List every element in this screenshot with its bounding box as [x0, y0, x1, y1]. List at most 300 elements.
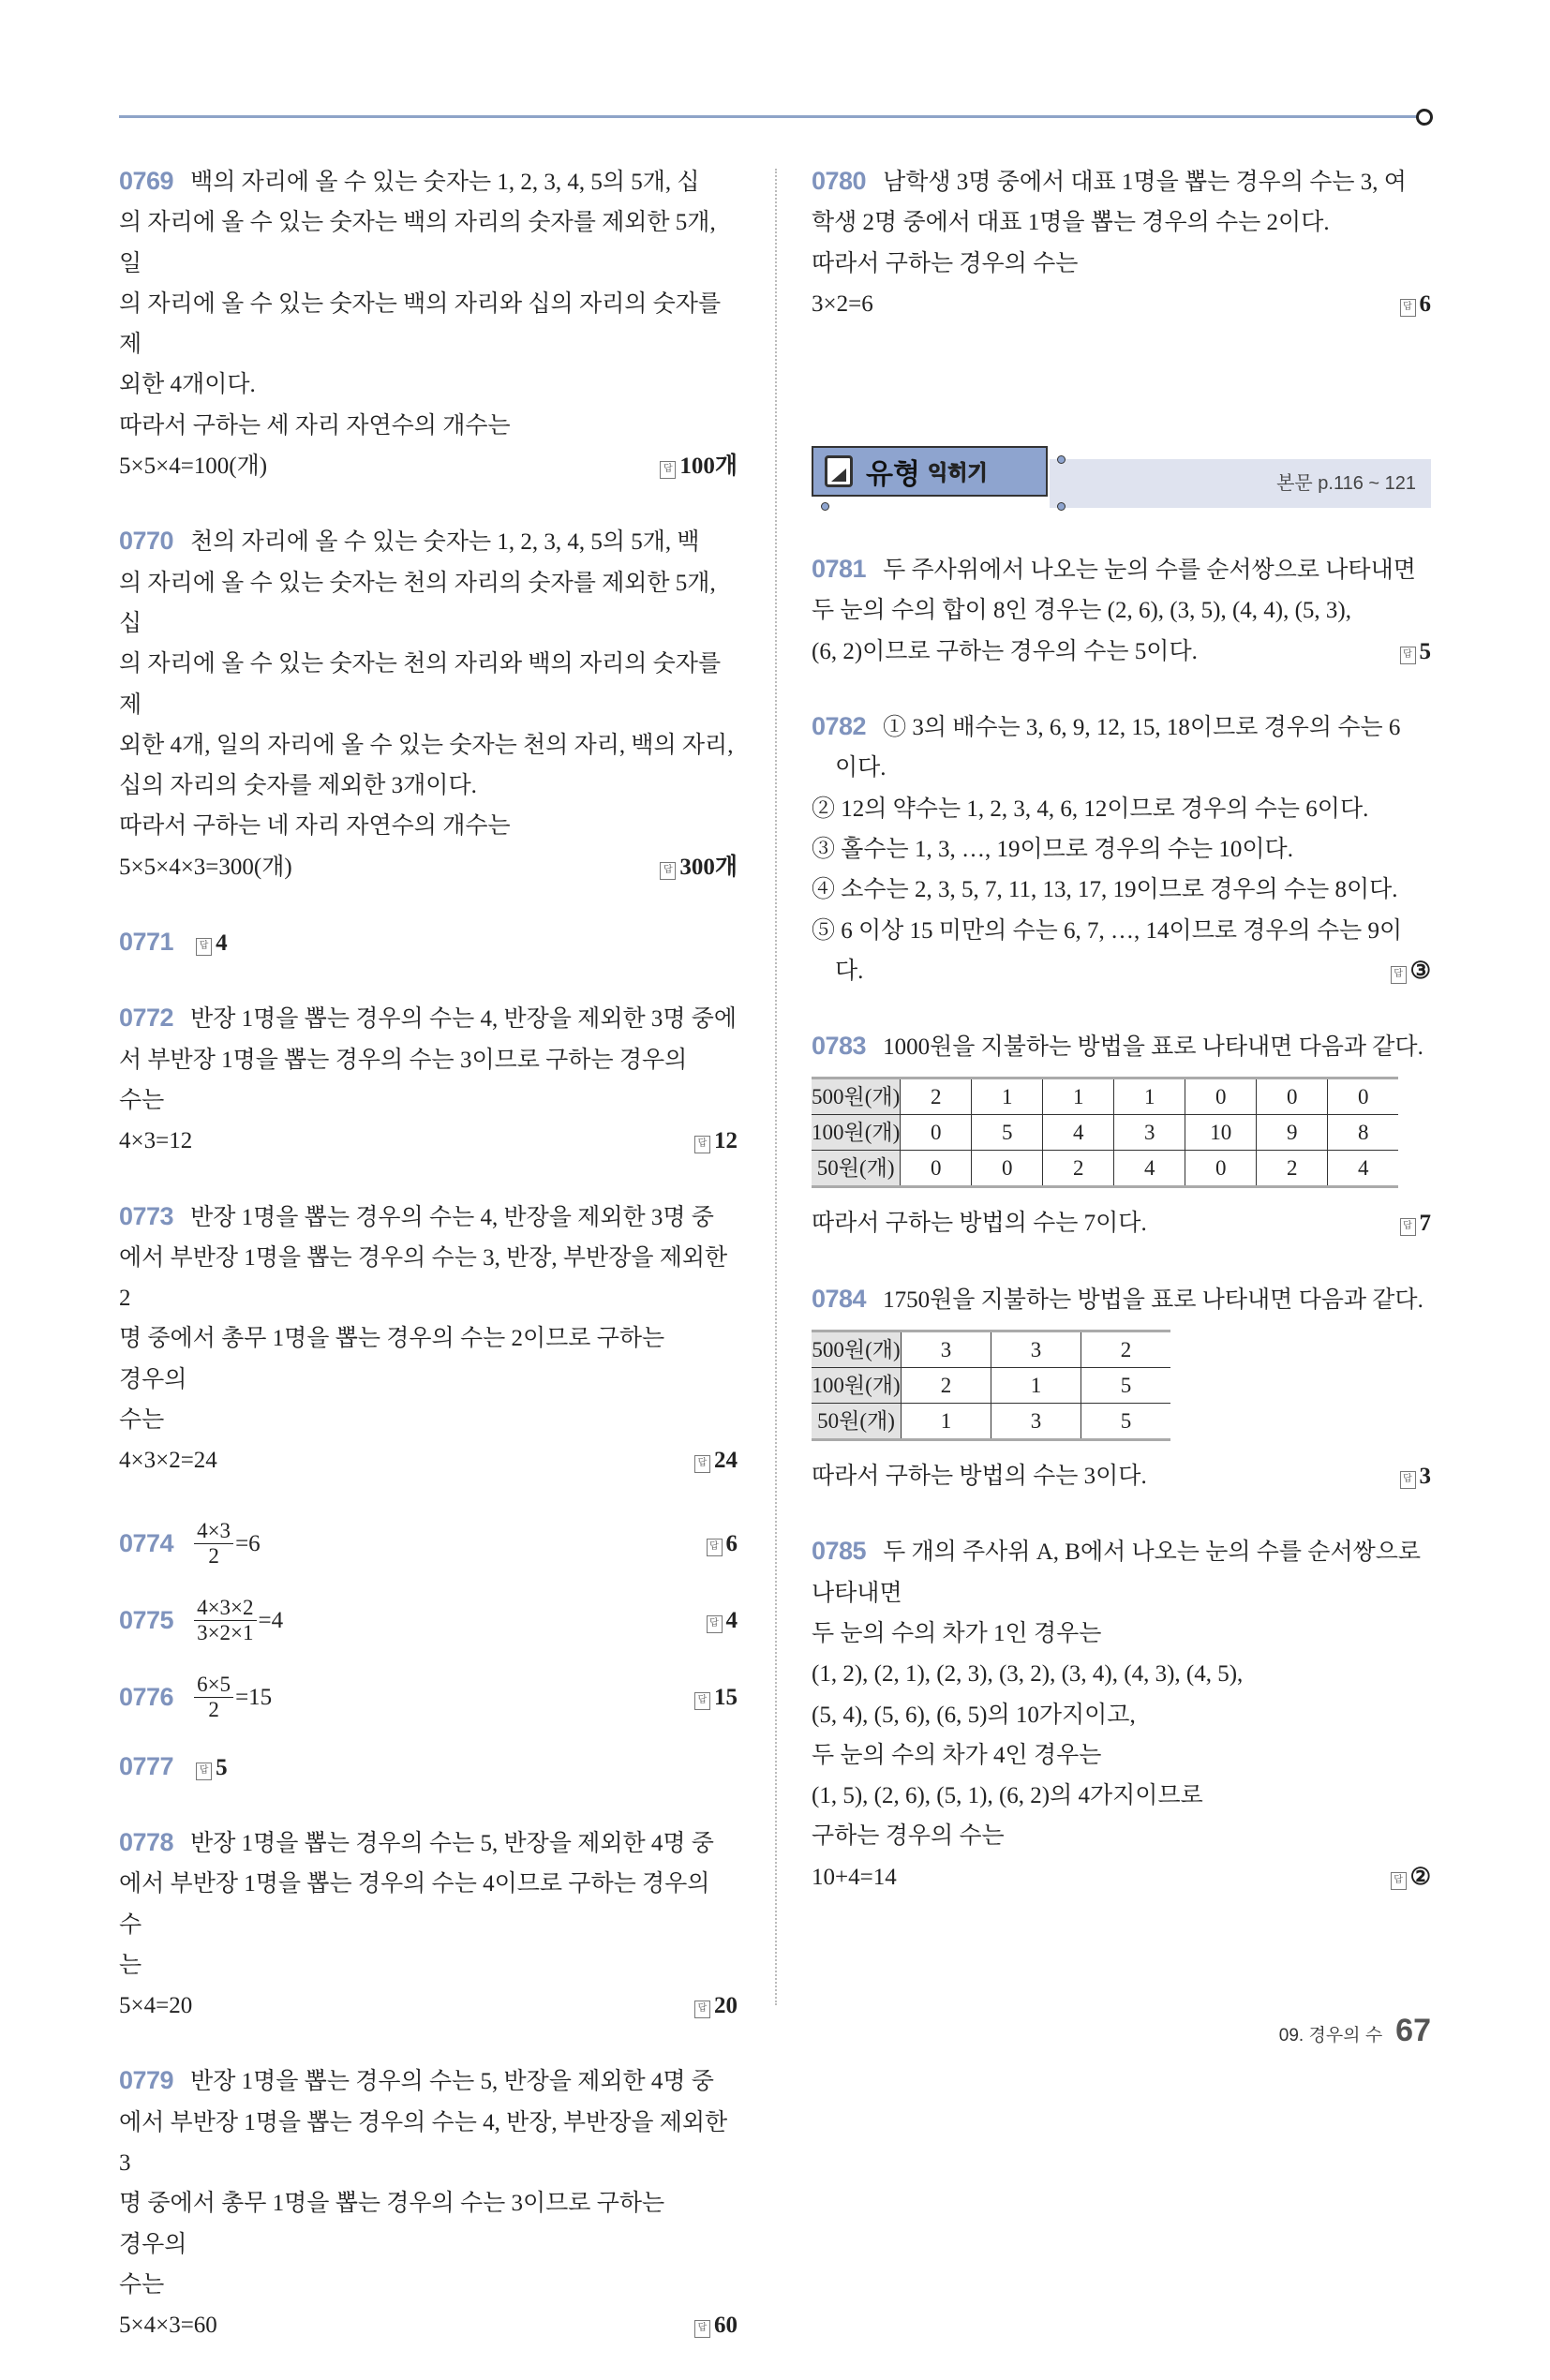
line-text: 학생 2명 중에서 대표 1명을 뽑는 경우의 수는 2이다.	[812, 210, 1330, 236]
solution-line	[119, 364, 738, 405]
line-body	[119, 2305, 217, 2345]
solution-line	[812, 161, 1431, 202]
answer-icon: 답	[694, 1455, 710, 1473]
line-body	[119, 1822, 714, 1864]
table-cell: 5	[972, 1115, 1043, 1151]
solution-line	[812, 1531, 1431, 1572]
line-body	[812, 590, 1351, 631]
table-row	[812, 1404, 1170, 1440]
problem-number: 0783	[812, 1032, 867, 1061]
table-cell: 1	[902, 1404, 991, 1440]
table-cell: 5	[1081, 1368, 1171, 1404]
row-header-cell: 500원(개)	[812, 1331, 902, 1368]
solution-line	[119, 202, 738, 284]
line-body	[812, 244, 1078, 284]
line-text: 따라서 구하는 방법의 수는 7이다.	[812, 1211, 1147, 1237]
line-body	[812, 1654, 1243, 1694]
table-cell: 2	[1257, 1151, 1328, 1187]
table-cell: 0	[1185, 1078, 1257, 1115]
answer-icon: 답	[1400, 299, 1416, 317]
row-header-cell: 100원(개)	[812, 1115, 901, 1151]
solution-line	[812, 1776, 1431, 1816]
line-body	[812, 1735, 1101, 1776]
solution-line	[119, 1864, 738, 1945]
answer-value: 6	[725, 1530, 738, 1556]
solution-line	[119, 922, 738, 963]
problem-number: 0772	[119, 1004, 174, 1033]
line-body	[119, 1238, 738, 1319]
line-body	[119, 1747, 228, 1788]
line-text: ① 3의 배수는 3, 6, 9, 12, 15, 18이므로 경우의 수는 6	[883, 715, 1401, 741]
answer	[196, 1755, 228, 1780]
row-header-cell: 100원(개)	[812, 1368, 902, 1404]
answer-icon: 답	[660, 862, 676, 880]
line-text: 반장 1명을 뽑는 경우의 수는 4, 반장을 제외한 3명 중	[190, 1204, 714, 1230]
solution-line	[119, 2103, 738, 2184]
answer-value: ③	[1409, 958, 1431, 984]
line-text: 5×4×3=60	[119, 2313, 217, 2339]
banner-title: 유형	[866, 458, 920, 492]
solution-line	[812, 202, 1431, 243]
table-cell: 0	[1185, 1151, 1257, 1187]
table-row	[812, 1151, 1398, 1187]
solution-line	[119, 998, 738, 1039]
line-body	[119, 2060, 714, 2102]
banner-subtitle: 익히기	[927, 461, 988, 485]
line-text: 따라서 구하는 세 자리 자연수의 개수는	[119, 412, 511, 439]
header-rule-dot	[1416, 109, 1433, 126]
line-text: 서 부반장 1명을 뽑는 경우의 수는 3이므로 구하는 경우의 수는	[119, 1047, 688, 1113]
line-text: 따라서 구하는 경우의 수는	[812, 250, 1079, 276]
line-body	[119, 284, 738, 365]
problem-number: 0780	[812, 167, 867, 195]
line-text: 3×2=6	[812, 290, 873, 317]
solution-line	[119, 1040, 738, 1122]
answer-icon: 답	[1391, 966, 1407, 984]
banner-background	[1050, 459, 1431, 508]
table-cell: 2	[1081, 1331, 1171, 1368]
solution-line	[812, 1816, 1431, 1856]
table-row	[812, 1368, 1170, 1404]
line-text: (1, 2), (2, 1), (2, 3), (3, 2), (3, 4), (4, 3), (4, 5),	[812, 1661, 1244, 1688]
problem-number: 0769	[119, 167, 174, 195]
solution-0783	[812, 1026, 1431, 1067]
problem-number: 0782	[812, 712, 867, 741]
fraction-denominator: 2	[208, 1544, 219, 1569]
solution-0781	[812, 549, 1431, 672]
table-cell: 2	[901, 1078, 972, 1115]
line-text: 남학생 3명 중에서 대표 1명을 뽑는 경우의 수는 3, 여	[883, 170, 1407, 195]
line-body	[812, 1816, 1005, 1856]
table-cell: 2	[1043, 1151, 1114, 1187]
table-cell: 2	[902, 1368, 991, 1404]
table-cell: 1	[1114, 1078, 1185, 1115]
fraction-denominator: 3×2×1	[197, 1621, 254, 1645]
table-cell: 1	[1043, 1078, 1114, 1115]
table-cell: 4	[1114, 1151, 1185, 1187]
solution-line	[119, 1822, 738, 1864]
answer	[1385, 632, 1432, 672]
solution-line	[119, 806, 738, 846]
table-cell: 0	[972, 1151, 1043, 1187]
answer-icon: 답	[196, 938, 212, 956]
solution-line	[119, 1318, 738, 1400]
fraction	[194, 1519, 233, 1569]
line-text: 두 눈의 수의 차가 4인 경우는	[812, 1742, 1102, 1768]
line-text: 수는	[119, 1407, 165, 1434]
fraction-numerator: 4×3	[194, 1519, 233, 1544]
solution-line	[119, 2305, 738, 2345]
answer-icon: 답	[1400, 1471, 1416, 1489]
solution-line	[812, 870, 1431, 910]
table-cell: 4	[1328, 1151, 1399, 1187]
solution-line	[119, 563, 738, 645]
solution-line	[812, 951, 1431, 991]
line-text: 반장 1명을 뽑는 경우의 수는 5, 반장을 제외한 4명 중	[190, 2069, 714, 2095]
line-body	[812, 1573, 902, 1614]
line-text: 두 개의 주사위 A, B에서 나오는 눈의 수를 순서쌍으로	[883, 1540, 1422, 1566]
answer	[1385, 1456, 1432, 1496]
section-banner	[812, 446, 1431, 513]
solution-line	[812, 1654, 1431, 1694]
line-body	[812, 1026, 1423, 1067]
line-text: 십의 자리의 숫자를 제외한 3개이다.	[119, 773, 477, 799]
solution-line	[119, 1593, 738, 1649]
solution-line	[812, 1735, 1431, 1776]
table-cell: 3	[991, 1404, 1081, 1440]
answer	[679, 1677, 738, 1718]
chapter-label: 09. 경우의 수	[1278, 2026, 1383, 2045]
line-body	[812, 789, 1368, 829]
line-text: 외한 4개이다.	[119, 372, 256, 398]
answer	[692, 1524, 738, 1564]
line-text: 명 중에서 총무 1명을 뽑는 경우의 수는 2이므로 구하는 경우의	[119, 1326, 665, 1392]
solution-line	[119, 766, 738, 806]
solution-0770	[119, 521, 738, 887]
solution-line	[119, 1238, 738, 1319]
answer-icon: 답	[694, 1136, 710, 1153]
line-text: 5×5×4=100(개)	[119, 454, 268, 480]
line-text: 4×3×2=24	[119, 1448, 217, 1474]
table-cell: 0	[1257, 1078, 1328, 1115]
problem-number: 0770	[119, 527, 174, 556]
solution-line	[119, 1670, 738, 1726]
solution-line	[812, 1279, 1431, 1320]
solution-line	[812, 1573, 1431, 1614]
problem-number: 0777	[119, 1751, 174, 1780]
table-row	[812, 1331, 1170, 1368]
problem-number: 0778	[119, 1827, 174, 1856]
solution-line	[812, 1614, 1431, 1654]
answer-value: 4	[216, 930, 228, 957]
line-body	[812, 202, 1330, 243]
line-body	[812, 1531, 1421, 1572]
payment-table-1750	[812, 1330, 1170, 1441]
answer	[692, 1600, 738, 1641]
row-header-cell: 50원(개)	[812, 1151, 901, 1187]
table-cell: 0	[1328, 1078, 1399, 1115]
line-body	[119, 847, 292, 887]
line-text: (6, 2)이므로 구하는 경우의 수는 5이다.	[812, 638, 1198, 664]
line-body	[119, 922, 228, 963]
answer-value: 4	[725, 1607, 738, 1633]
line-text: 따라서 구하는 방법의 수는 3이다.	[812, 1464, 1147, 1490]
table-row	[812, 1115, 1398, 1151]
solution-line	[812, 911, 1431, 951]
solution-0769	[119, 161, 738, 486]
line-text: 천의 자리에 올 수 있는 숫자는 1, 2, 3, 4, 5의 5개, 백	[190, 529, 700, 556]
answer-value: 24	[714, 1448, 738, 1474]
line-body	[119, 2103, 738, 2184]
line-body	[119, 1318, 738, 1400]
line-text: 의 자리에 올 수 있는 숫자는 백의 자리와 십의 자리의 숫자를 제	[119, 290, 722, 358]
answer-value: 20	[714, 1993, 738, 2019]
answer	[679, 2305, 738, 2345]
solution-0778	[119, 1822, 738, 2026]
answer-value: 7	[1419, 1211, 1431, 1237]
line-text: 1000원을 지불하는 방법을 표로 나타내면 다음과 같다.	[883, 1034, 1423, 1061]
line-body	[119, 161, 700, 202]
line-text: 에서 부반장 1명을 뽑는 경우의 수는 4이므로 구하는 경우의 수	[119, 1871, 710, 1938]
line-body	[812, 632, 1198, 672]
line-body	[812, 1614, 1101, 1654]
solution-0779	[119, 2060, 738, 2345]
solution-line	[119, 2183, 738, 2265]
line-text: 는	[119, 1952, 142, 1978]
line-body	[119, 521, 700, 562]
column-divider	[775, 169, 777, 2005]
line-text: ④ 소수는 2, 3, 5, 7, 11, 13, 17, 19이므로 경우의 수는 8이다.	[812, 877, 1398, 903]
table-cell: 0	[901, 1115, 972, 1151]
solution-0780	[812, 161, 1431, 324]
answer-value: 6	[1419, 290, 1431, 317]
fraction-numerator: 4×3×2	[194, 1596, 256, 1621]
line-text: 다.	[812, 958, 864, 984]
line-body	[119, 766, 477, 806]
problem-number: 0776	[119, 1682, 174, 1711]
solution-line	[119, 1197, 738, 1238]
line-body	[812, 951, 863, 991]
solution-line	[119, 644, 738, 725]
line-body	[812, 1456, 1147, 1496]
solution-line	[119, 1440, 738, 1480]
solution-line	[812, 1456, 1431, 1496]
answer	[679, 1986, 738, 2026]
table-cell: 5	[1081, 1404, 1171, 1440]
notebook-picture-icon	[825, 455, 853, 487]
line-text: (5, 4), (5, 6), (6, 5)의 10가지이고,	[812, 1702, 1136, 1728]
line-text: 에서 부반장 1명을 뽑는 경우의 수는 3, 반장, 부반장을 제외한 2	[119, 1244, 728, 1312]
table-cell: 9	[1257, 1115, 1328, 1151]
line-text: (1, 5), (2, 6), (5, 1), (6, 2)의 4가지이므로	[812, 1783, 1203, 1809]
answer-value: 100개	[679, 454, 738, 480]
problem-number: 0773	[119, 1201, 174, 1230]
line-body	[119, 1945, 142, 1986]
line-text: 의 자리에 올 수 있는 숫자는 천의 자리와 백의 자리의 숫자를 제	[119, 651, 722, 718]
problem-number: 0771	[119, 928, 174, 957]
line-body	[812, 1857, 897, 1897]
left-column	[119, 161, 738, 2380]
table-cell: 1	[972, 1078, 1043, 1115]
row-header-cell: 500원(개)	[812, 1078, 901, 1115]
answer-icon: 답	[1391, 1872, 1407, 1890]
solution-line	[119, 521, 738, 562]
line-body	[119, 725, 733, 766]
solution-line	[119, 1986, 738, 2026]
line-text: 5×5×4×3=300(개)	[119, 854, 292, 880]
solution-line	[812, 1026, 1431, 1067]
solution-line	[119, 446, 738, 486]
solution-continued-17	[812, 1456, 1431, 1496]
answer	[645, 446, 738, 486]
line-text: 백의 자리에 올 수 있는 숫자는 1, 2, 3, 4, 5의 5개, 십	[190, 170, 700, 195]
fraction-result: =15	[235, 1684, 273, 1710]
answer-value: 3	[1419, 1464, 1431, 1490]
line-body	[119, 1986, 192, 2026]
row-header-cell: 50원(개)	[812, 1404, 902, 1440]
line-text: 두 주사위에서 나오는 눈의 수를 순서쌍으로 나타내면	[883, 558, 1416, 584]
header-rule	[119, 115, 1423, 118]
solution-line	[812, 789, 1431, 829]
line-text: 구하는 경우의 수는	[812, 1823, 1005, 1850]
line-text: 이다.	[812, 755, 887, 781]
line-body	[119, 364, 256, 405]
line-text: 5×4=20	[119, 1993, 193, 2019]
line-text: 수는	[119, 2271, 165, 2298]
line-body	[119, 2183, 738, 2265]
solution-0775	[119, 1593, 738, 1649]
answer-icon: 답	[694, 1692, 710, 1710]
solution-line	[119, 284, 738, 365]
table-cell: 8	[1328, 1115, 1399, 1151]
table-cell: 10	[1185, 1115, 1257, 1151]
banner-dot	[821, 502, 829, 511]
payment-table-1000	[812, 1077, 1398, 1188]
line-body	[119, 1040, 738, 1122]
line-body	[119, 644, 738, 725]
fraction	[194, 1596, 256, 1645]
solution-line	[119, 2060, 738, 2102]
solution-0774	[119, 1516, 738, 1572]
line-text: 10+4=14	[812, 1864, 897, 1890]
answer-icon: 답	[660, 461, 676, 479]
line-body	[119, 806, 511, 846]
banner-dot	[1057, 502, 1066, 511]
line-body	[119, 1197, 714, 1238]
solution-line	[119, 1121, 738, 1161]
line-text: 에서 부반장 1명을 뽑는 경우의 수는 4, 반장, 부반장을 제외한 3	[119, 2109, 728, 2176]
page-footer	[1279, 2013, 1431, 2049]
solution-line	[812, 748, 1431, 788]
solution-line	[812, 632, 1431, 672]
table-row	[812, 1078, 1398, 1115]
line-body	[119, 406, 511, 446]
solution-0785	[812, 1531, 1431, 1897]
answer-value: ②	[1409, 1864, 1431, 1890]
answer-icon: 답	[707, 1539, 723, 1556]
line-body	[119, 2265, 164, 2305]
solution-line	[812, 1857, 1431, 1897]
solution-line	[119, 1516, 738, 1572]
line-body	[119, 563, 738, 645]
table-cell: 3	[902, 1331, 991, 1368]
answer-value: 15	[714, 1684, 738, 1710]
fraction-numerator: 6×5	[194, 1673, 233, 1698]
solution-0782	[812, 707, 1431, 991]
solution-line	[119, 161, 738, 202]
line-text: 의 자리에 올 수 있는 숫자는 백의 자리의 숫자를 제외한 5개, 일	[119, 210, 716, 276]
line-text: 명 중에서 총무 1명을 뽑는 경우의 수는 3이므로 구하는 경우의	[119, 2191, 665, 2257]
answer	[1376, 951, 1431, 991]
line-text: ⑤ 6 이상 15 미만의 수는 6, 7, …, 14이므로 경우의 수는 9이	[812, 917, 1403, 944]
solution-line	[119, 847, 738, 887]
solution-line	[119, 1945, 738, 1986]
table-cell: 1	[991, 1368, 1081, 1404]
solution-0771	[119, 922, 738, 963]
answer-value: 5	[216, 1754, 228, 1780]
line-body	[119, 1440, 217, 1480]
fraction-result: =6	[235, 1530, 261, 1556]
solution-continued-15	[812, 1203, 1431, 1243]
line-text: ③ 홀수는 1, 3, …, 19이므로 경우의 수는 10이다.	[812, 836, 1293, 862]
answer-icon: 답	[1400, 1218, 1416, 1236]
problem-number: 0785	[812, 1537, 867, 1566]
solution-line	[119, 2265, 738, 2305]
fraction-result: =4	[258, 1607, 284, 1633]
solution-0776	[119, 1670, 738, 1726]
line-text: 반장 1명을 뽑는 경우의 수는 4, 반장을 제외한 3명 중에	[190, 1006, 738, 1033]
solution-line	[119, 1400, 738, 1440]
line-text: 따라서 구하는 네 자리 자연수의 개수는	[119, 813, 511, 840]
problem-number: 0779	[119, 2066, 174, 2095]
line-body	[119, 1121, 192, 1161]
answer-icon: 답	[707, 1615, 723, 1633]
line-body	[119, 998, 737, 1039]
table-cell: 3	[991, 1331, 1081, 1368]
problem-number: 0774	[119, 1528, 174, 1557]
solution-line	[812, 284, 1431, 324]
line-body	[119, 446, 267, 486]
line-body	[812, 911, 1402, 951]
solution-0784	[812, 1279, 1431, 1320]
answer	[1385, 1203, 1432, 1243]
solution-line	[119, 406, 738, 446]
solution-line	[812, 1695, 1431, 1735]
solution-0772	[119, 998, 738, 1161]
line-body	[812, 1776, 1203, 1816]
table-cell: 3	[1114, 1115, 1185, 1151]
line-body	[119, 1864, 738, 1945]
answer-value: 60	[714, 2313, 738, 2339]
answer	[1376, 1857, 1431, 1897]
banner-tab	[812, 446, 1048, 497]
answer-icon: 답	[694, 2320, 710, 2338]
solution-0773	[119, 1197, 738, 1481]
line-text: 두 눈의 수의 합이 8인 경우는 (2, 6), (3, 5), (4, 4), (5, 3),	[812, 598, 1352, 624]
line-body	[812, 1279, 1423, 1320]
solution-line	[812, 829, 1431, 870]
answer-icon: 답	[196, 1763, 212, 1780]
line-text: 나타내면	[812, 1580, 902, 1606]
table-cell: 4	[1043, 1115, 1114, 1151]
answer-icon: 답	[694, 2001, 710, 2018]
line-text: 4×3=12	[119, 1128, 193, 1154]
fraction-denominator: 2	[208, 1698, 219, 1722]
line-body	[812, 707, 1400, 748]
line-text: 외한 4개, 일의 자리에 올 수 있는 숫자는 천의 자리, 백의 자리,	[119, 732, 734, 758]
answer-value: 300개	[679, 854, 738, 880]
line-body	[812, 870, 1398, 910]
